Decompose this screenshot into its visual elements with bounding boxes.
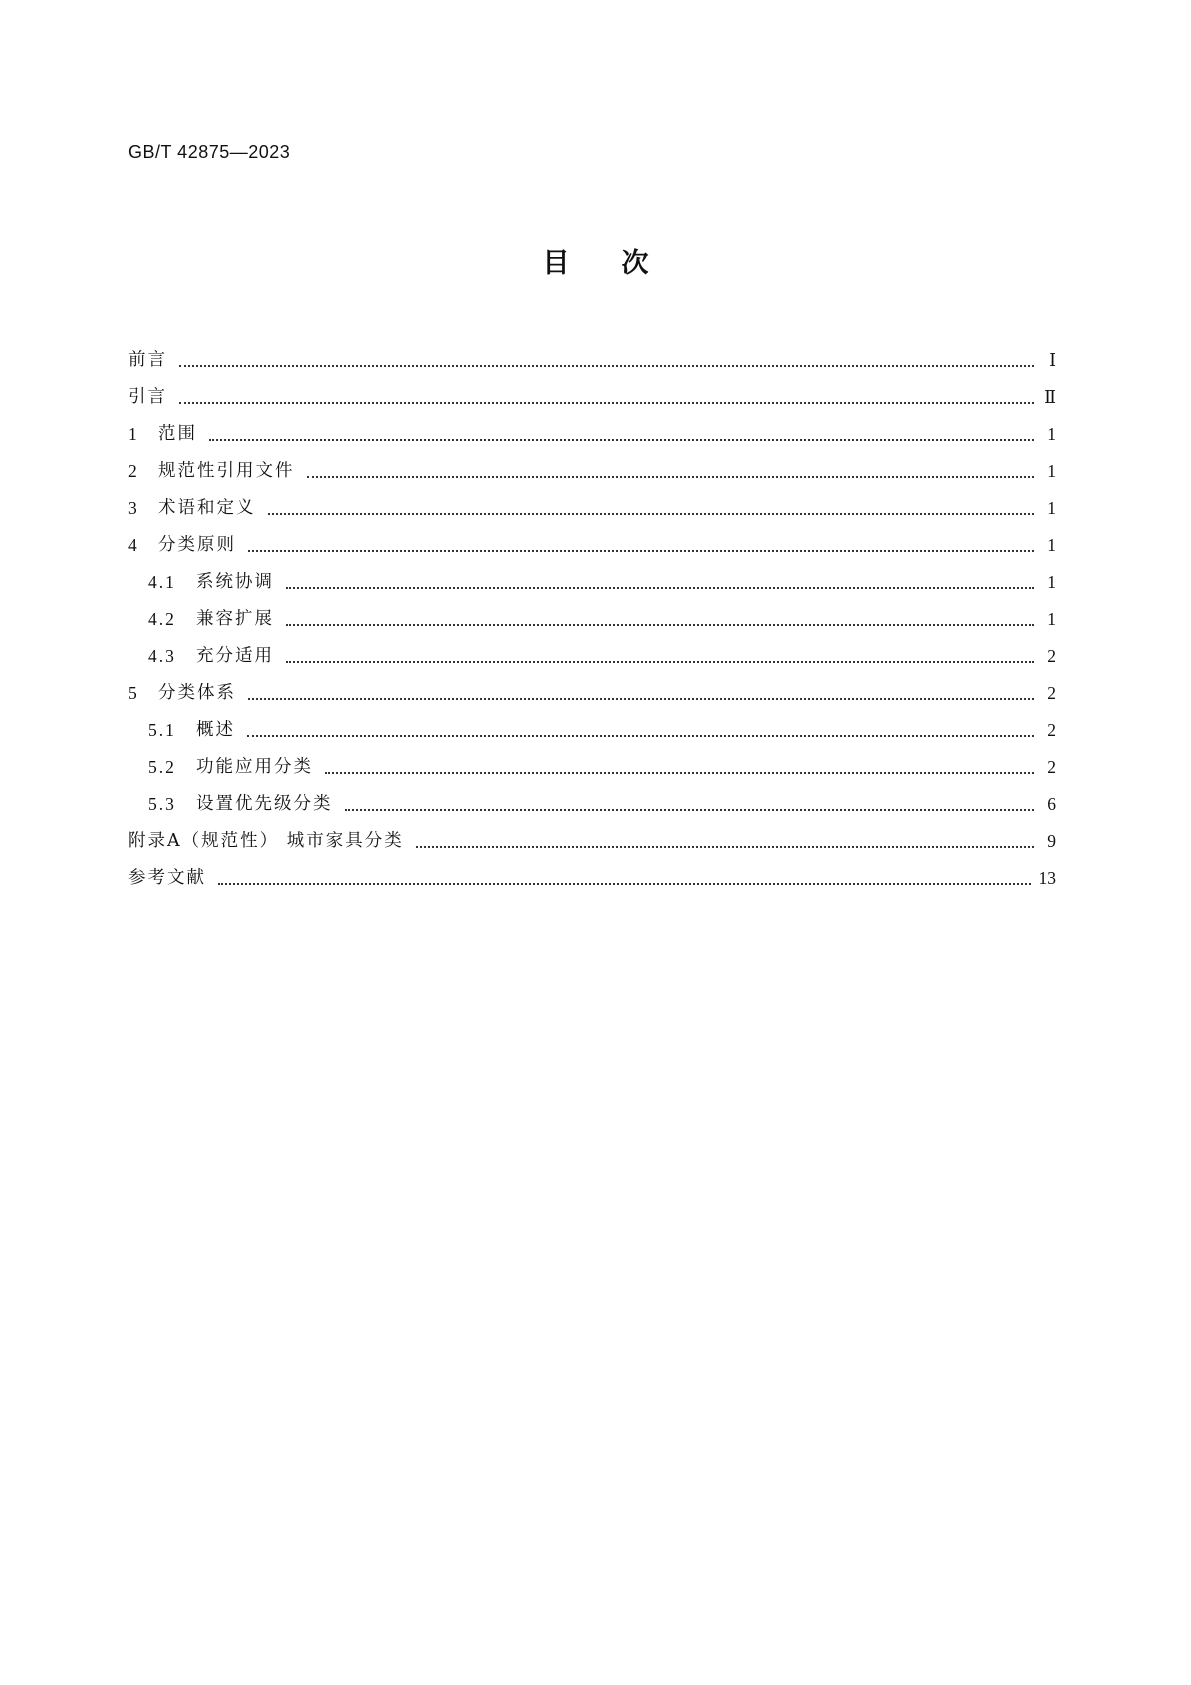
toc-dot-leader bbox=[286, 638, 1034, 675]
toc-entry-number: 4.2 bbox=[148, 609, 176, 629]
toc-entry-5-3[interactable] bbox=[128, 786, 1056, 823]
toc-entry-4-1[interactable] bbox=[128, 564, 1056, 601]
toc-page-number: Ⅰ bbox=[1049, 350, 1056, 370]
toc-dot-leader bbox=[247, 712, 1034, 749]
toc-entry-label: 充分适用 bbox=[196, 646, 274, 666]
toc-entry-label: 参考文献 bbox=[128, 868, 206, 888]
toc-entry-number: 4.3 bbox=[148, 646, 176, 666]
toc-title: 目次 bbox=[542, 248, 701, 279]
toc-entry-4-2[interactable] bbox=[128, 601, 1056, 638]
toc-entry-number: 4 bbox=[128, 535, 139, 555]
toc-entry-5[interactable] bbox=[128, 675, 1056, 712]
toc-entry-number: 4.1 bbox=[148, 572, 176, 592]
toc-dot-leader bbox=[248, 527, 1034, 564]
toc-entry-number: 3 bbox=[128, 498, 139, 518]
toc-entry-label: 范围 bbox=[158, 424, 197, 444]
toc-entry-label: 分类原则 bbox=[158, 535, 236, 555]
toc-entry-number: 5.1 bbox=[148, 720, 176, 740]
toc-dot-leader bbox=[325, 749, 1034, 786]
toc-entry-4-3[interactable] bbox=[128, 638, 1056, 675]
toc-dot-leader bbox=[286, 564, 1034, 601]
toc-entry-number: 5.2 bbox=[148, 757, 176, 777]
toc-entry-label: 前言 bbox=[128, 350, 167, 370]
toc-entry-5-1[interactable] bbox=[128, 712, 1056, 749]
toc-page-number: 1 bbox=[1047, 461, 1056, 481]
toc-entry-number: 1 bbox=[128, 424, 139, 444]
toc-page-number: 13 bbox=[1038, 868, 1056, 888]
toc-entry-label: 分类体系 bbox=[158, 683, 236, 703]
toc-entry-number: 2 bbox=[128, 461, 139, 481]
toc-entry-label: 设置优先级分类 bbox=[196, 794, 333, 814]
toc-page-number: 9 bbox=[1047, 831, 1056, 851]
toc-entry-label: 术语和定义 bbox=[158, 498, 256, 518]
toc-page-number: 2 bbox=[1047, 757, 1056, 777]
toc-page-number: 6 bbox=[1047, 794, 1056, 814]
toc-page-number: 1 bbox=[1047, 498, 1056, 518]
toc-entry-label: 概述 bbox=[196, 720, 235, 740]
toc-entry-foreword[interactable] bbox=[128, 342, 1056, 379]
toc-entry-4[interactable] bbox=[128, 527, 1056, 564]
toc-page-number: 1 bbox=[1047, 424, 1056, 444]
toc-page-number: 2 bbox=[1047, 720, 1056, 740]
toc-page-number: 2 bbox=[1047, 683, 1056, 703]
toc-page-number: 1 bbox=[1047, 535, 1056, 555]
toc-dot-leader bbox=[345, 786, 1035, 823]
toc-dot-leader bbox=[248, 675, 1034, 712]
toc-entry-1[interactable] bbox=[128, 416, 1056, 453]
toc-page-number: Ⅱ bbox=[1044, 387, 1056, 407]
toc-entry-label: 系统协调 bbox=[196, 572, 274, 592]
toc-dot-leader bbox=[179, 342, 1034, 379]
toc-entry-number: 5 bbox=[128, 683, 139, 703]
toc-entry-2[interactable] bbox=[128, 453, 1056, 490]
toc-entry-label: 规范性引用文件 bbox=[158, 461, 295, 481]
toc-entry-label: 附录A（规范性） 城市家具分类 bbox=[128, 831, 404, 851]
toc-page-number: 1 bbox=[1047, 572, 1056, 592]
toc-entry-number: 5.3 bbox=[148, 794, 176, 814]
toc-dot-leader bbox=[268, 490, 1035, 527]
toc-dot-leader bbox=[286, 601, 1034, 638]
toc-entry-3[interactable] bbox=[128, 490, 1056, 527]
toc-dot-leader bbox=[209, 416, 1034, 453]
toc-page-number: 1 bbox=[1047, 609, 1056, 629]
toc-entry-label: 引言 bbox=[128, 387, 167, 407]
toc-entry-5-2[interactable] bbox=[128, 749, 1056, 786]
toc-dot-leader bbox=[416, 823, 1034, 860]
table-of-contents bbox=[128, 342, 1056, 897]
toc-page-number: 2 bbox=[1047, 646, 1056, 666]
toc-dot-leader bbox=[307, 453, 1035, 490]
toc-entry-label: 功能应用分类 bbox=[196, 757, 313, 777]
document-code: GB/T 42875—2023 bbox=[128, 142, 291, 162]
toc-entry-introduction[interactable] bbox=[128, 379, 1056, 416]
toc-dot-leader bbox=[179, 379, 1034, 416]
toc-entry-bibliography[interactable] bbox=[128, 860, 1056, 897]
toc-entry-label: 兼容扩展 bbox=[196, 609, 274, 629]
toc-entry-annex-a[interactable] bbox=[128, 823, 1056, 860]
toc-dot-leader bbox=[218, 860, 1031, 897]
